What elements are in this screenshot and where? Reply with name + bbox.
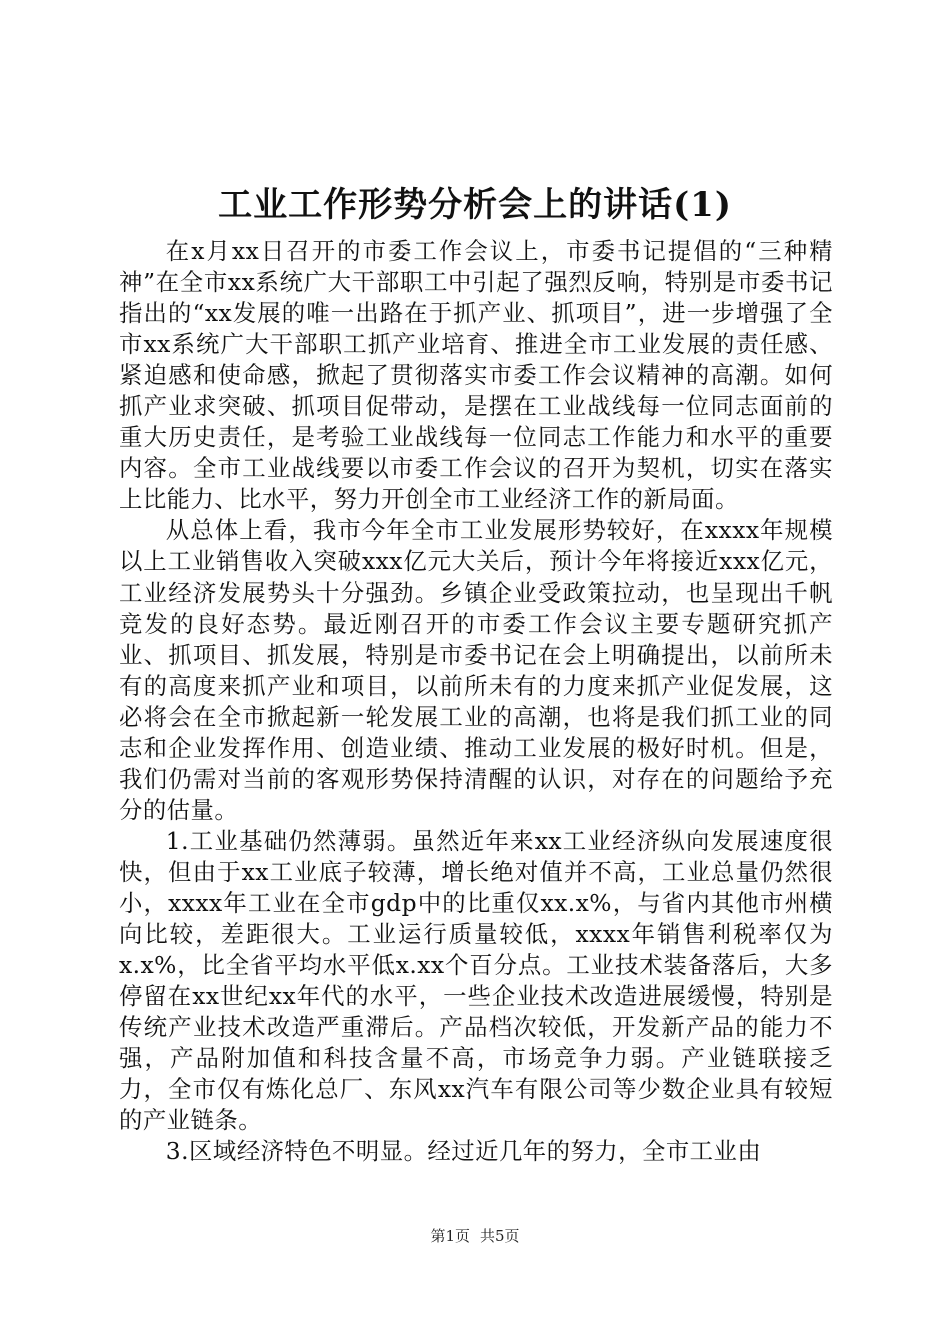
page-number: 第1页 xyxy=(430,1227,470,1245)
page-total: 共5页 xyxy=(480,1227,520,1245)
paragraph-1: 在x月xx日召开的市委工作会议上，市委书记提倡的“三种精神”在全市xx系统广大干部职工中引起了强烈反响，特别是市委书记指出的“xx发展的唯一出路在于抓产业、抓项目”，进一步增强了全市xx系统广大干部职工抓产业培育、推进全市工业发展的责任感、紧迫感和使命感，掀起了贯彻落实市委工作会议精神的高潮。如何抓产业求突破、抓项目促带动，是摆在工业战线每一位同志面前的重大历史责任，是考验工业战线每一位同志工作能力和水平的重要内容。全市工业战线要以市委工作会议的召开为契机，切实在落实上比能力、比水平，努力开创全市工业经济工作的新局面。 xyxy=(119,237,833,514)
paragraph-3: 1.工业基础仍然薄弱。虽然近年来xx工业经济纵向发展速度很快，但由于xx工业底子较薄，增长绝对值并不高，工业总量仍然很小，xxxx年工业在全市gdp中的比重仅xx.x%，与省内其他市州横向比较，差距很大。工业运行质量较低，xxxx年销售利税率仅为x.x%，比全省平均水平低x.xx个百分点。工业技术装备落后，大多停留在xx世纪xx年代的水平，一些企业技术改造进展缓慢，特别是传统产业技术改造严重滞后。产品档次较低，开发新产品的能力不强，产品附加值和科技含量不高，市场竞争力弱。产业链联接乏力，全市仅有炼化总厂、东风xx汽车有限公司等少数企业具有较短的产业链条。 xyxy=(119,826,833,1135)
paragraph-2: 从总体上看，我市今年全市工业发展形势较好，在xxxx年规模以上工业销售收入突破xxx亿元大关后，预计今年将接近xxx亿元，工业经济发展势头十分强劲。乡镇企业受政策拉动，也呈现出千帆竞发的良好态势。最近刚召开的市委工作会议主要专题研究抓产业、抓项目、抓发展，特别是市委书记在会上明确提出，以前所未有的高度来抓产业和项目，以前所未有的力度来抓产业促发展，这必将会在全市掀起新一轮发展工业的高潮，也将是我们抓工业的同志和企业发挥作用、创造业绩、推动工业发展的极好时机。但是，我们仍需对当前的客观形势保持清醒的认识，对存在的问题给予充分的估量。 xyxy=(119,516,833,824)
paragraph-4: 3.区域经济特色不明显。经过近几年的努力，全市工业由 xyxy=(165,1137,762,1166)
page-footer xyxy=(0,1226,950,1246)
document-body xyxy=(119,236,833,1167)
document-title: 工业工作形势分析会上的讲话(1) xyxy=(218,185,732,225)
